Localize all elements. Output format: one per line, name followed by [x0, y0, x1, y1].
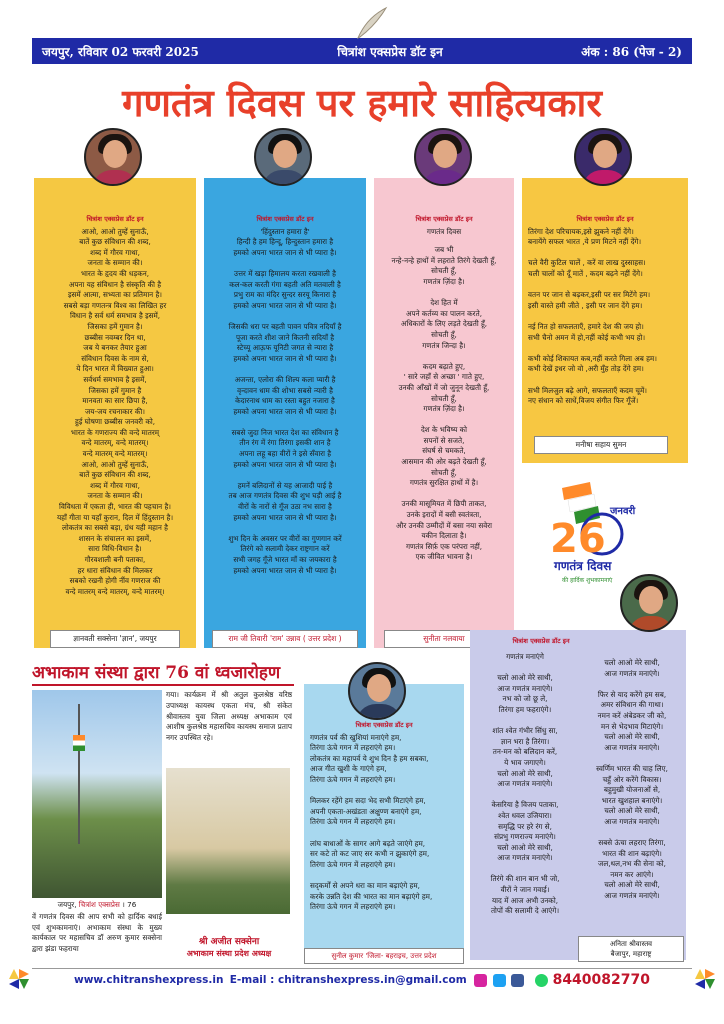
author-name: अनिता श्रीवास्तव [609, 940, 653, 948]
header-issue: अंक : 86 (पेज - 2) [581, 44, 682, 59]
flag-icon [73, 735, 85, 751]
badge-month: जनवरी [610, 506, 636, 517]
instagram-icon[interactable] [474, 974, 487, 987]
email-link[interactable]: E-mail : chitranshexpress.in@gmail.com [229, 973, 467, 986]
website-link[interactable]: www.chitranshexpress.in [74, 973, 224, 986]
author-signature-5: सुनील कुमार 'जिला- बहराइच, उत्तर प्रदेश [304, 948, 464, 964]
header-publication: चित्रांश एक्सप्रेस डॉट इन [337, 44, 443, 59]
republic-day-badge [532, 478, 662, 588]
pinwheel-icon [8, 968, 30, 990]
author-signature-2: राम जी तिवारी 'राम' उन्नाव ( उत्तर प्रदेश ) [212, 630, 358, 648]
whatsapp-icon[interactable] [535, 974, 548, 987]
header-date: जयपुर, रविवार 02 फरवरी 2025 [42, 44, 199, 59]
section-more-text: वें गणतंत्र दिवस की आप सभी को हार्दिक बधाई एवं शुभकामनाएं। अभाकाम संस्था के मुख्य कार्यकाल पर महासचिव डॉ अरुण कुमार सक्सेना द्वारा झंडा फहराया [32, 912, 162, 953]
poem-body: जब भी नन्हे-नन्हे हाथों में लहराते तिरंगे देखती हूँ, सोचती हूँ, गणतंत्र ज़िंदा है। देश हित में अपने कर्तव्य का पालन करते, अधिकारों के लिए लड़ते देखती हूँ, सोचती हूँ, गणतंत्र जिन्दा है। कदम बढ़ाते हुए, ' सारे जहाँ से अच्छा ' गाते हुए, उनकी आँखों में जो जुनून देखती हूँ, सोचती हूँ, गणतंत्र ज़िंदा है। देश के भविष्य को सपनों से सजते, संघर्ष से चमकते, आसमान की ओर बढ़ते देखती हूँ, सोचती हूँ, गणतंत्र सुरक्षित हाथों में है। उनकी मासूमियत में छिपी ताकत, उनके इरादों में बसी स्वतंत्रता, और उनकी उम्मीदों में बसा नया सवेरा यकीन दिलाता है। गणतंत्र सिर्फ़ एक परंपरा नहीं, एक जीवित भावना है। [391, 245, 497, 562]
author-place: बैजापुर, महाराष्ट्र [610, 950, 652, 958]
poem-body: गणतंत्र पर्व की खुशियां मनाएंगे हम, तिरंगा ऊंचे गगन में लहराएंगे हम। लोकतंत्र का महापर्व ये शुभ दिन है हम सबका, आज गीत खुशी के गाएंगे हम, तिरंगा ऊंचे गगन में लहराएंगे हम। मिलकर रहेंगे हम सदा भेद सभी मिटाएंगे हम, अपनी एकता-अखंडता अक्षुण्ण बनाएंगे हम, तिरंगा ऊंचे गगन में लहराएंगे हम। लांघ बाधाओं के सागर आगे बढ़ते जाएंगे हम, सर कटे तो कट जाए सर कभी न झुकाएंगे हम, तिरंगा ऊंचे गगन में लहराएंगे हम। सद्‌कर्मों से अपने धरा का मान बढ़ाएंगे हम, करके उन्नति देश की भारत का मान बढ़ाएंगे हम, तिरंगा ऊंचे गगन में लहराएंगे हम। [310, 732, 433, 912]
poem-body: 'हिंदुस्तान हमारा है' हिन्दी है हम हिन्दू, हिन्दुस्तान हमारा है हमको अपना भारत जान से भी प्यारा है। उत्तर में खड़ा हिमालय करता रखवाली है कल-कल करती गंगा बहती अति मतवाली है प्रभु राम का मंदिर सुन्दर सरयू किनारा है हमको अपना भारत जान से भी प्यारा है। जिसकी धरा पर बहती पावन पवित्र नदियाँ है पूजा करते शीश जाने कितनी सदियाँ है स्टेच्यू आऊ़फ यूनिटी जगत से न्यारा है हमको अपना भारत जान से भी प्यारा है। अजन्ता, एलोरा की शिल्प कला प्यारी है वृन्दावन धाम की शोभा सबसे न्यारी है केदारनाथ धाम का रस्ता बहुत नजारा है हमको अपना भारत जान से भी प्यारा है। सबसे जुदा निज भारत देश का संविधान है तीन रंग में रंगा तिरंगा इसकी शान है अपना लहू बहा वीरों ने इसे सँवारा है हमको अपना भारत जान से भी प्यारा है। हमनें बलिदानों से यह आजादी पाई है तब आज गणतंत्र दिवस की शुभ घड़ी आई है वीरों के नारों से गूँज उठा नभ सारा है हमको अपना भारत जान से भी प्यारा है। शुभ दिन के अवसर पर वीरों का गुणगान करें तिरंगे को सलामी देकर राष्ट्रगान करें सभी जगह गूँजे भारत माँ का जयकारा है हमको अपना भारत जान से भी प्यारा है। [228, 226, 342, 575]
author-photo-6 [620, 574, 678, 632]
author-photo-2 [254, 128, 312, 186]
poem-column-4 [522, 178, 688, 463]
photo-caption [32, 900, 162, 911]
flag-hoisting-photo [32, 690, 162, 898]
column-tag: चित्रांश एक्सप्रेस डॉट इन [355, 721, 413, 729]
poem-column-1 [34, 178, 196, 648]
author-photo-1 [84, 128, 142, 186]
poem-body: आओ, आओ तुम्हें सुनाऊँ, बातें कुछ संविधान की शब्द, शब्द में गौरव गाथा, जनता के सम्मान की। भारत के हृदय की धड़कन, अपना यह संविधान है संस्कृति की है इसमें आत्मा, सभ्यता का प्रतिमान है। सबसे बड़ा गणतन्त्र विश्व का लिखित हर विधान है सर्व धर्म समभाव है इसमें, जिसका हमें गुमान है। छब्बीस नवम्बर दिन था, जब ये बनकर तैयार हुआ संविधान दिवस के नाम से, ये दिन भारत में विख्यात हुआ। सर्वधर्म समभाव है इसमें, जिसका हमें गुमान है मानवता का सार छिपा है, जय-जय रचनाकार की। हुई घोषणा छब्बीस जनवरी को, भारत के गणराज्य की वन्दे मातरम् वन्दे मातरम्, वन्दे मातरम्। वन्दे मातरम् वन्दे मातरम्। आओ, आओ तुम्हें सुनाऊँ, बातें कुछ संविधान की शब्द, शब्द में गौरव गाथा, जनता के सम्मान की। विविधता में एकता ही, भारत की पहचान है। यहाँ गीता या यहाँ कुरान, दिल में हिंदुस्तान है। लोकतंत्र का सबसे बड़ा, ग्रंथ यही महान है शासन के संचालन का इसमें, सारा विधि-विधान है। गौरवशाली बनी पताका, हर धारा संविधान की मिलकर सबको रखनी होगी नींव गणराज की वन्दे मातरम् वन्दे मातरम्, वन्दे मातरम्। [56, 226, 174, 596]
social-icons [473, 972, 650, 988]
flagpole [78, 704, 80, 844]
poem-body-right: चलो आओ मेरे साथी, आज गणतंत्र मनाएंगे। फिर से याद करेंगे हम सब, अमर संविधान की गाथा। नमन करें अंबेडकर जी को, मन से भेदभाव मिटाएंगे। चलो आओ मेरे साथी, आज गणतंत्र मनाएंगे। स्वर्णिम भारत की चाह लिए, चहुँ ओर करेंगे विकास। बहुमुखी योजनाओं से, भारत खुशहाल बनाएंगे। चलो आओ मेरे साथी, आज गणतंत्र मनाएंगे। सबसे ऊंचा लहराए तिरंगा, भारत की शान बढ़ाएंगे। जल,थल,नभ की सेना को, नमन कर आएंगे। चलो आओ मेरे साथी, आज गणतंत्र मनाएंगे। [596, 658, 668, 901]
poem-subtitle: गणतंत्र दिवस [426, 226, 462, 236]
pinwheel-icon [694, 968, 716, 990]
badge-title: गणतंत्र दिवस [554, 559, 612, 573]
phone-number[interactable]: 8440082770 [552, 971, 650, 988]
twitter-icon[interactable] [493, 974, 506, 987]
poem-column-2 [204, 178, 366, 648]
author-signature-1: ज्ञानवती सक्सेना 'ज्ञान', जयपुर [50, 630, 180, 648]
section-text: गया। कार्यक्रम में श्री अतुल कुलश्रेष्ठ वरिष्ठ उपाध्यक्ष कायस्थ एकता मंच, श्री संकेत श्रीवास्तव युवा जिला अध्यक्ष अभाकाम एवं आशीष कुलश्रेष्ठ महासचिव कायस्थ समाज प्रताप नगर उपस्थित रहे। [166, 690, 292, 743]
caption-number: । 76 [122, 900, 137, 909]
person-role: अभाकाम संस्था प्रदेश अध्यक्ष [186, 949, 272, 958]
column-tag: चित्रांश एक्सप्रेस डॉट इन [256, 215, 314, 223]
page-title: गणतंत्र दिवस पर हमारे साहित्यकार [122, 80, 602, 125]
author-photo-3 [414, 128, 472, 186]
author-photo-5 [348, 662, 406, 720]
poem-column-5 [304, 684, 464, 960]
poem-body-left: गणतंत्र मनाएंगे चलो आओ मेरे साथी, आज गणतंत्र मनाएंगे। नभ को जो छू ले, तिरंगा हम फहराएंगे। शांत श्वेत गंभीर सिंधु सा, ज्ञान भरा है तिरंगा। तन-मन को बलिदान करें, ये भाव जगाएगे। चलो आओ मेरे साथी, आज गणतंत्र मनाएंगे। केसरिया है विजय पताका, श्वेत धवल उजियारा। समृद्धि पर हरे रंग से, संप्रभु गणराज्य मनाएंगे। चलो आओ मेरे साथी, आज गणतंत्र मनाएंगे। तिरंगे की शान बान भी जो, वीरों ने जान गवाई। याद में आज अभी उनको, तोपों की सलामी दे आएंगे। [490, 652, 560, 916]
person-name: श्री अजीत सक्सेना [198, 937, 260, 947]
author-signature-3: सुनीता नलवाया [384, 630, 504, 648]
badge-number: 26 [550, 516, 606, 562]
badge-wishes: की हार्दिक शुभकामनाएं [562, 577, 613, 584]
facebook-icon[interactable] [511, 974, 524, 987]
poem-body: तिरंगा देश परिचायक,इसे झुकने नहीं देंगे। बनायेंगे सफल भारत ,ये प्रण मिटने नहीं देंगे। चले वैरी कुटिल चालें , करें वा लाख दुस्साहस। चली चालों को दूँ मातें , कदम बढ़ने नहीं देंगे। वतन पर जान से बढ़कर,इसी पर सर मिटेंगे हम। इसी वास्ते हमी जीते , इसी पर जान देंगे हम। नई नित हो सफलताएँ, हमारे देश की जय हो। सभी चैनो अमन में हो,नहीं कोई कभी भय हो। कभी कोई शिकायत कब,नहीं करते गिला अब हम। कभी देखें इधर जो वो ,अरी मुँह तोड़ देंगे हम। सभी मिलजुल बढ़े आगे, सफलताएँ कदम चूमें। नए संधान को साधें,विजय संगीत फिर गूँजें। [528, 226, 657, 406]
section-title: अभाकाम संस्था द्वारा 76 वां ध्वजारोहण [32, 663, 281, 683]
column-tag: चित्रांश एक्सप्रेस डॉट इन [86, 215, 144, 223]
poem-column-3 [374, 178, 514, 648]
author-signature-6 [578, 936, 684, 962]
caption-place: जयपुर, [57, 900, 77, 909]
column-tag: चित्रांश एक्सप्रेस डॉट इन [512, 637, 570, 645]
column-tag: चित्रांश एक्सप्रेस डॉट इन [415, 215, 473, 223]
poem-column-6 [470, 630, 686, 960]
caption-publication: चित्रांश एक्सप्रेस [78, 900, 120, 909]
building-photo [166, 768, 290, 914]
author-signature-4: मनीषा सहाय सुमन [534, 436, 668, 454]
section-divider [32, 684, 294, 686]
author-photo-4 [574, 128, 632, 186]
column-tag: चित्रांश एक्सप्रेस डॉट इन [576, 215, 634, 223]
quill-logo-icon [350, 4, 390, 44]
footer-bar [32, 968, 692, 990]
